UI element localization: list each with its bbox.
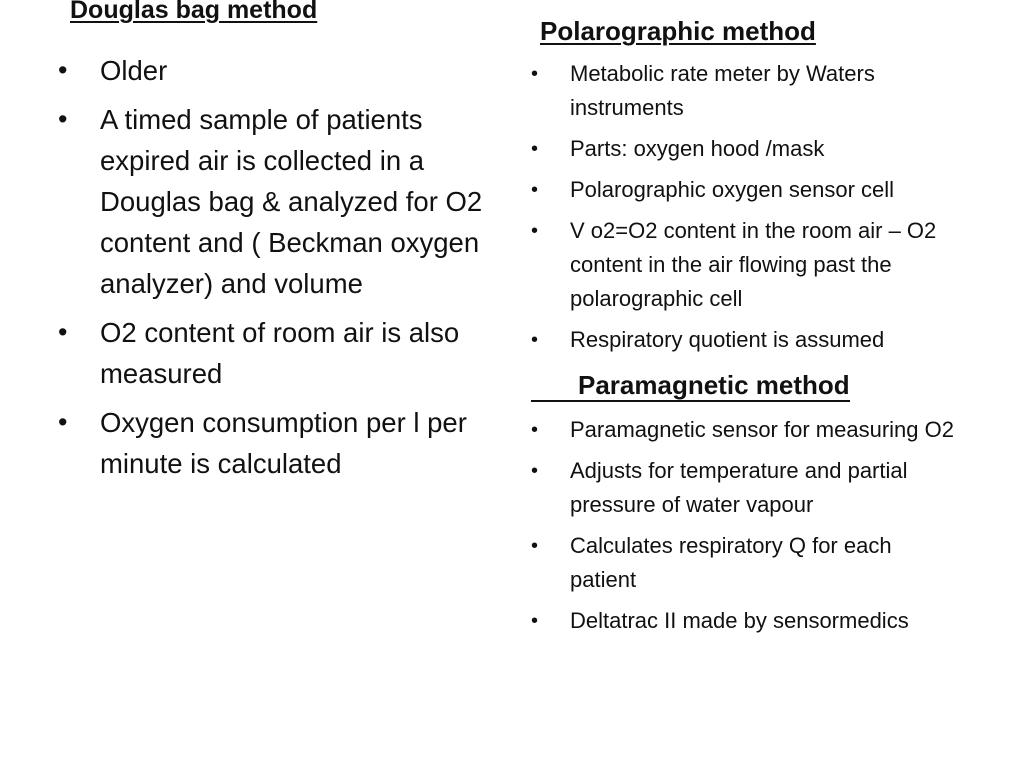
douglas-bag-heading: Douglas bag method xyxy=(70,0,318,24)
list-item-text: Oxygen consumption per l per minute is calculated xyxy=(100,407,467,479)
bullet-icon: • xyxy=(531,460,539,482)
list-item xyxy=(531,173,961,207)
list-item-text: V o2=O2 content in the room air – O2 content in the air flowing past the polarographic cell xyxy=(570,218,937,311)
bullet-icon: • xyxy=(531,179,539,201)
polarographic-list xyxy=(531,57,961,364)
bullet-icon: • xyxy=(58,407,68,437)
bullet-icon: • xyxy=(58,55,68,85)
bullet-icon: • xyxy=(531,220,539,242)
list-item xyxy=(58,50,498,91)
bullet-icon: • xyxy=(531,138,539,160)
bullet-icon: • xyxy=(531,63,539,85)
list-item-text: A timed sample of patients expired air is collected in a Douglas bag & analyzed for O2 content and ( Beckman oxygen analyzer) and volume xyxy=(100,104,483,299)
bullet-icon: • xyxy=(531,329,539,351)
list-item xyxy=(58,402,498,484)
bullet-icon: • xyxy=(531,419,539,441)
list-item-text: Polarographic oxygen sensor cell xyxy=(570,177,895,202)
paramagnetic-list xyxy=(531,413,961,645)
bullet-icon: • xyxy=(531,535,539,557)
list-item-text: O2 content of room air is also measured xyxy=(100,317,460,389)
bullet-icon: • xyxy=(58,317,68,347)
list-item xyxy=(531,413,961,447)
list-item xyxy=(531,323,961,357)
list-item xyxy=(531,604,961,638)
list-item xyxy=(531,57,961,125)
list-item-text: Parts: oxygen hood /mask xyxy=(570,136,825,161)
list-item-text: Metabolic rate meter by Waters instruments xyxy=(570,61,875,120)
list-item xyxy=(531,132,961,166)
list-item-text: Paramagnetic sensor for measuring O2 xyxy=(570,417,954,442)
polarographic-heading: Polarographic method xyxy=(540,16,816,46)
list-item-text: Deltatrac II made by sensormedics xyxy=(570,608,909,633)
list-item-text: Adjusts for temperature and partial pressure of water vapour xyxy=(570,458,908,517)
list-item xyxy=(531,214,961,316)
list-item xyxy=(531,529,961,597)
list-item-text: Calculates respiratory Q for each patient xyxy=(570,533,892,592)
paramagnetic-heading: Paramagnetic method xyxy=(531,370,850,402)
list-item xyxy=(58,312,498,394)
bullet-icon: • xyxy=(58,104,68,134)
list-item xyxy=(531,454,961,522)
bullet-icon: • xyxy=(531,610,539,632)
douglas-bag-list xyxy=(58,50,498,492)
list-item-text: Older xyxy=(100,55,168,86)
list-item xyxy=(58,99,498,304)
list-item-text: Respiratory quotient is assumed xyxy=(570,327,885,352)
